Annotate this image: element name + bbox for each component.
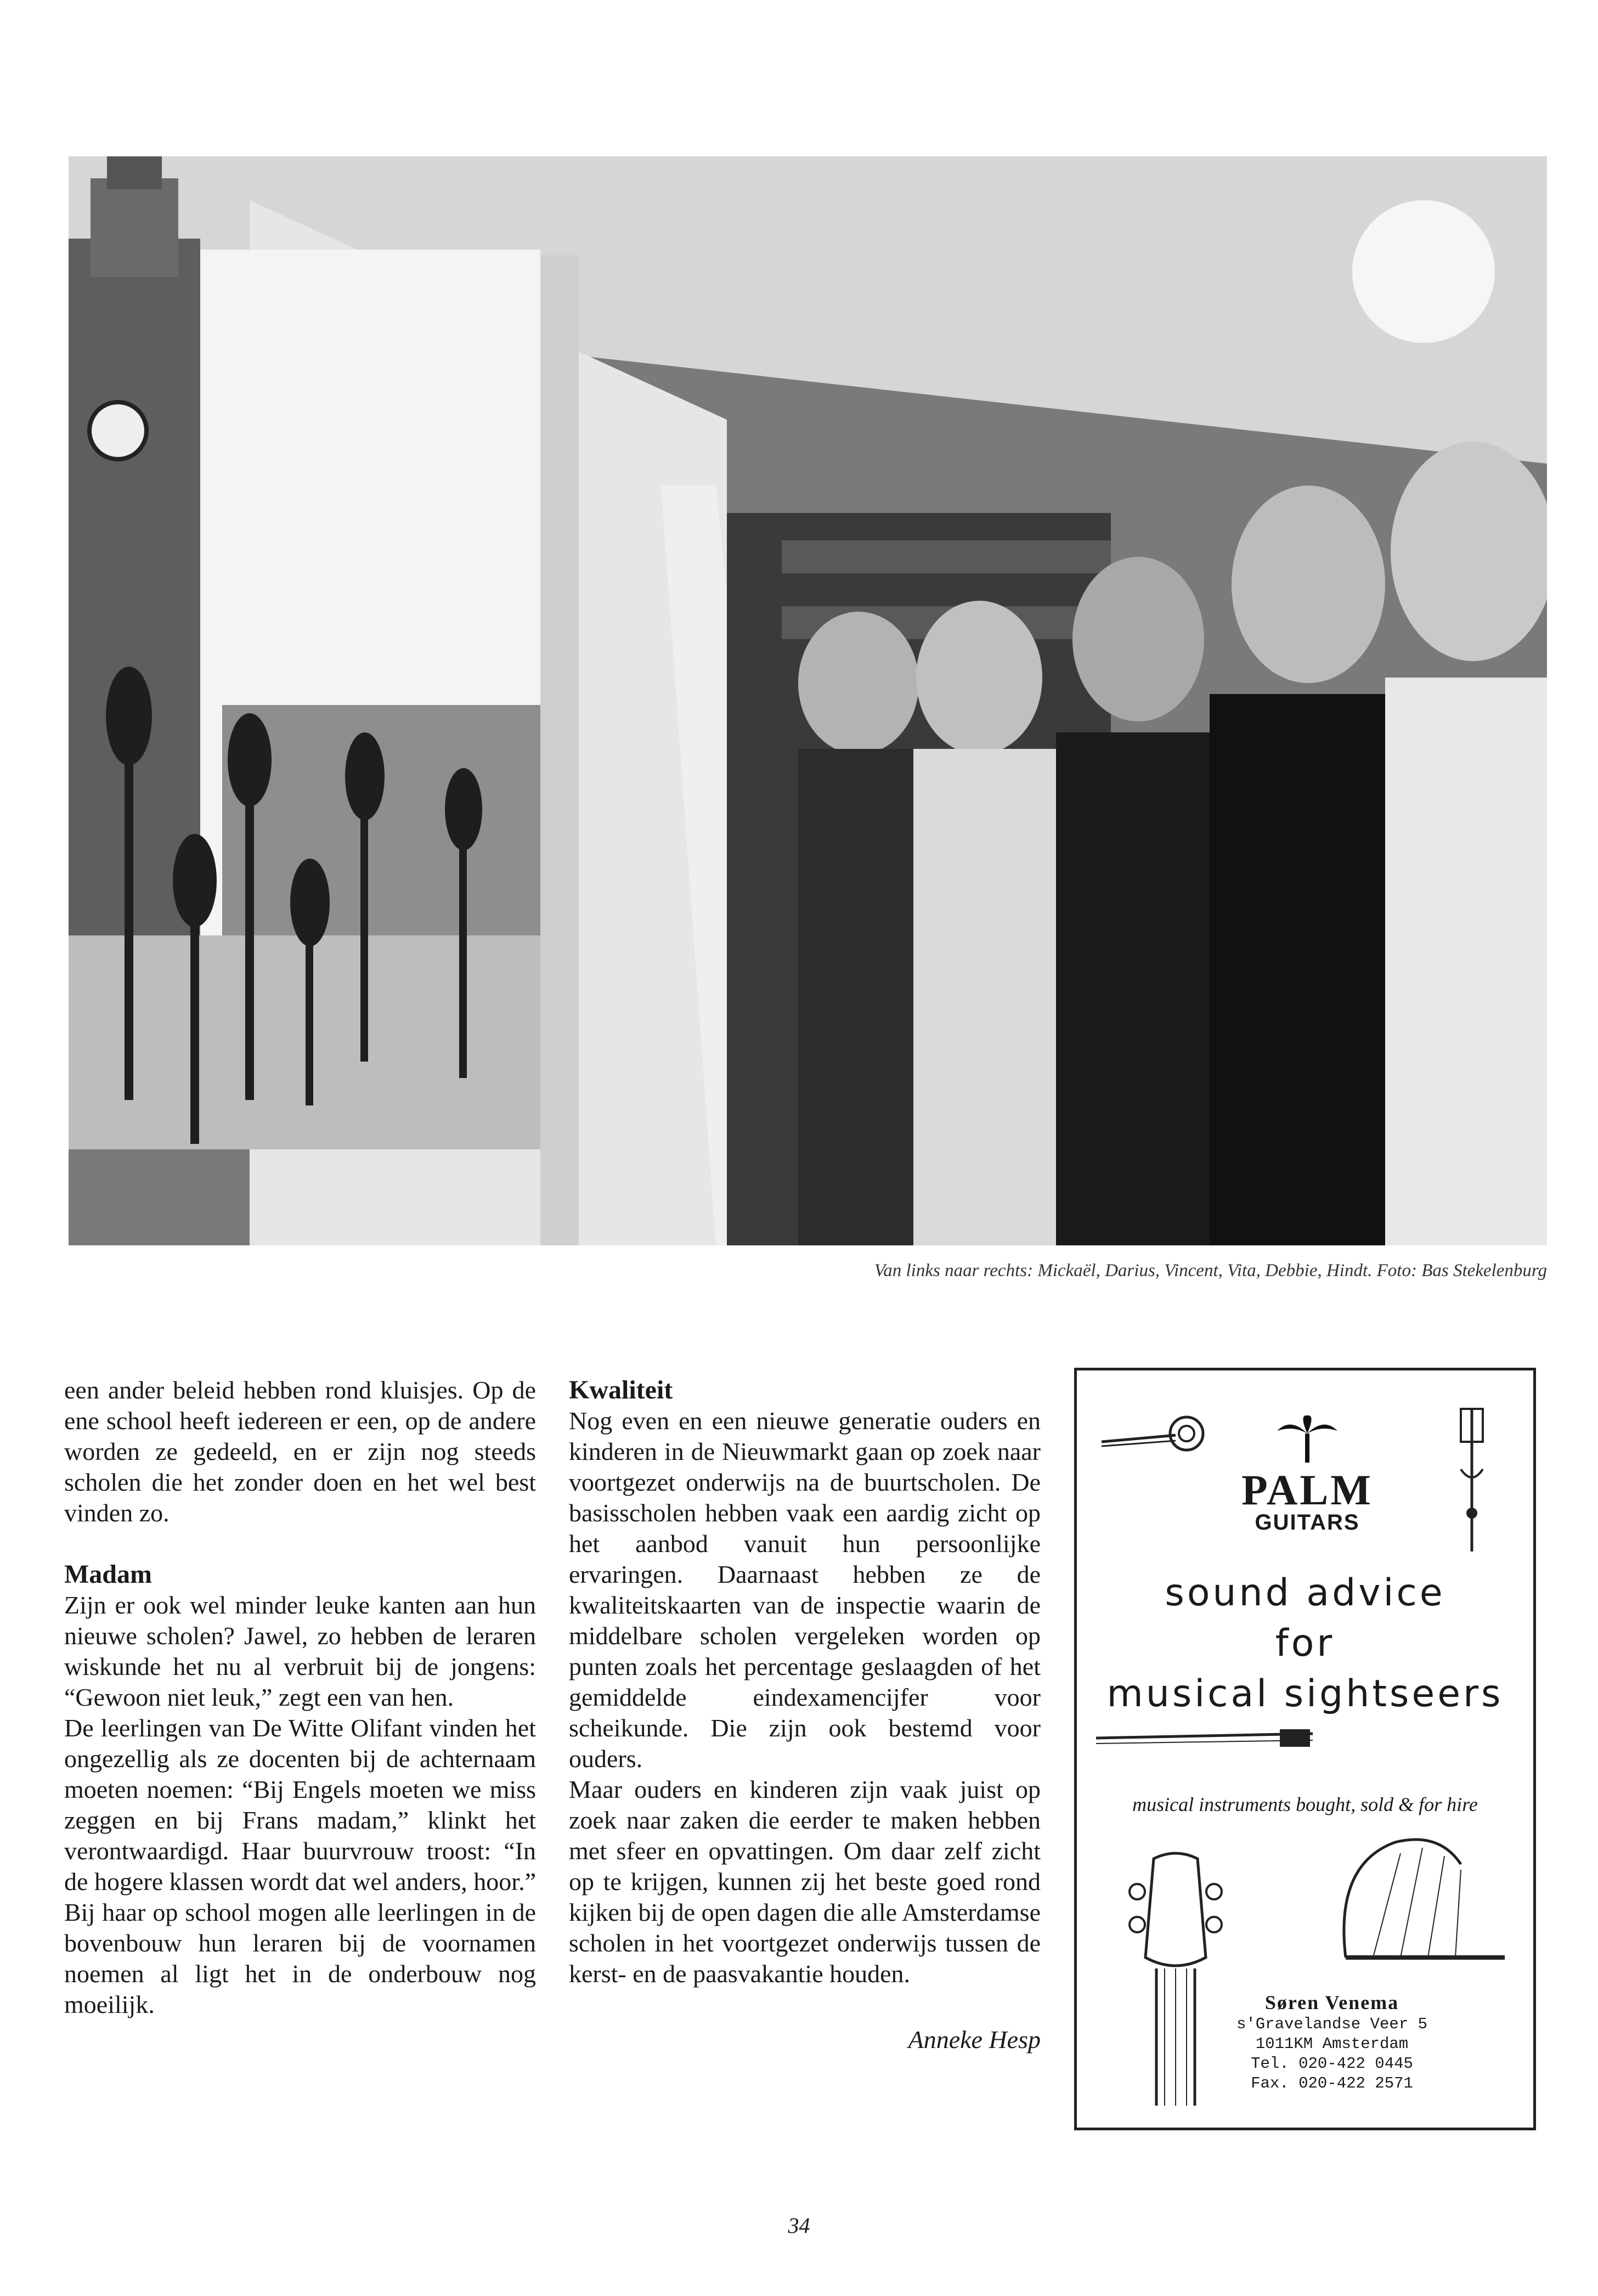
page-number: 34 bbox=[788, 2213, 810, 2238]
tagline-line: musical sightseers bbox=[1106, 1672, 1504, 1716]
article-paragraph: Zijn er ook wel minder leuke kanten aan hun nieuwe scholen? Jawel, zo hebben de leraren wiskunde het nu al verbruit bij de jongens: “Gewoon niet leuk,” zegt een van hen. bbox=[64, 1591, 536, 1711]
palm-guitars-advertisement bbox=[1074, 1368, 1536, 2130]
section-heading-madam: Madam bbox=[64, 1560, 152, 1589]
article-column-middle bbox=[569, 1375, 1041, 2055]
tagline-line: for bbox=[1275, 1622, 1335, 1665]
classroom-photo-illustration bbox=[69, 156, 1547, 1245]
contact-city: 1011KM Amsterdam bbox=[1255, 2035, 1409, 2053]
article-paragraph: Nog even en een nieuwe generatie ouders en kinderen in de Nieuwmarkt gaan op zoek naar voortgezet onderwijs na de buurtscholen. De basisscholen hebben vaak een aardig zicht op het aanbod vanuit hun persoonlijke ervaringen. Daarnaast hebben ze de kwaliteitskaarten van de inspectie waarin de middelbare scholen vergeleken worden op punten zoals het percentage geslaagden of het gemiddelde eindexamencijfer voor scheikunde. Die zijn ook bestemd voor ouders. bbox=[569, 1407, 1041, 1773]
photo-caption: Van links naar rechts: Mickaël, Darius, Vincent, Vita, Debbie, Hindt. Foto: Bas Stekelenburg bbox=[874, 1261, 1547, 1280]
tagline-line: sound advice bbox=[1165, 1571, 1445, 1615]
article-paragraph: een ander beleid hebben rond kluisjes. Op de ene school heeft iedereen er een, op de andere worden ze gedeeld, en er zijn nog steeds scholen die het zonder doen en het wel best vinden zo. bbox=[64, 1376, 536, 1527]
contact-address: s'Gravelandse Veer 5 bbox=[1236, 2015, 1428, 2033]
article-photo bbox=[69, 156, 1547, 1245]
palm-guitars-logo bbox=[1203, 1414, 1411, 1533]
article-column-left bbox=[64, 1375, 536, 2020]
violin-scroll-icon bbox=[1099, 1409, 1209, 1464]
harp-icon bbox=[1329, 1831, 1516, 1968]
ad-subline: musical instruments bought, sold & for hire bbox=[1132, 1793, 1478, 1815]
contact-name: Søren Venema bbox=[1264, 1992, 1399, 2013]
ad-tagline bbox=[1077, 1568, 1533, 1719]
article-paragraph: De leerlingen van De Witte Olifant vinden het ongezellig als ze docenten bij de achternaam moeten noemen: “Bij Engels moeten we miss zeggen en bij Frans madam,” klinkt het verontwaardigd. Haar buurvrouw troost: “In de hogere klassen wordt dat wel anders, hoor.” Bij haar op school mogen alle leerlingen in de bovenbouw hun leraren bij de voornamen noemen al ligt het in de onderbouw nog moeilijk. bbox=[64, 1714, 536, 2018]
article-author: Anneke Hesp bbox=[908, 2026, 1041, 2054]
palm-tree-icon bbox=[1274, 1414, 1340, 1464]
contact-phone: Tel. 020-422 0445 bbox=[1251, 2055, 1413, 2073]
instrument-neck-icon bbox=[1439, 1403, 1505, 1557]
logo-guitars-text: GUITARS bbox=[1255, 1510, 1360, 1535]
violin-bow-icon bbox=[1093, 1722, 1324, 1755]
section-heading-kwaliteit: Kwaliteit bbox=[569, 1375, 673, 1404]
article-paragraph: Maar ouders en kinderen zijn vaak juist op zoek naar zaken die eerder te maken hebben met sfeer en opvattingen. Om daar zelf zicht op te krijgen, kunnen zij het beste goed rond kijken bij de open dagen die alle Amsterdamse scholen in het voortgezet onderwijs tussen de kerst- en de paasvakantie houden. bbox=[569, 1775, 1041, 1988]
ad-contact bbox=[1214, 1990, 1450, 2094]
contact-fax: Fax. 020-422 2571 bbox=[1251, 2074, 1413, 2092]
logo-palm-text: PALM bbox=[1241, 1466, 1373, 1514]
